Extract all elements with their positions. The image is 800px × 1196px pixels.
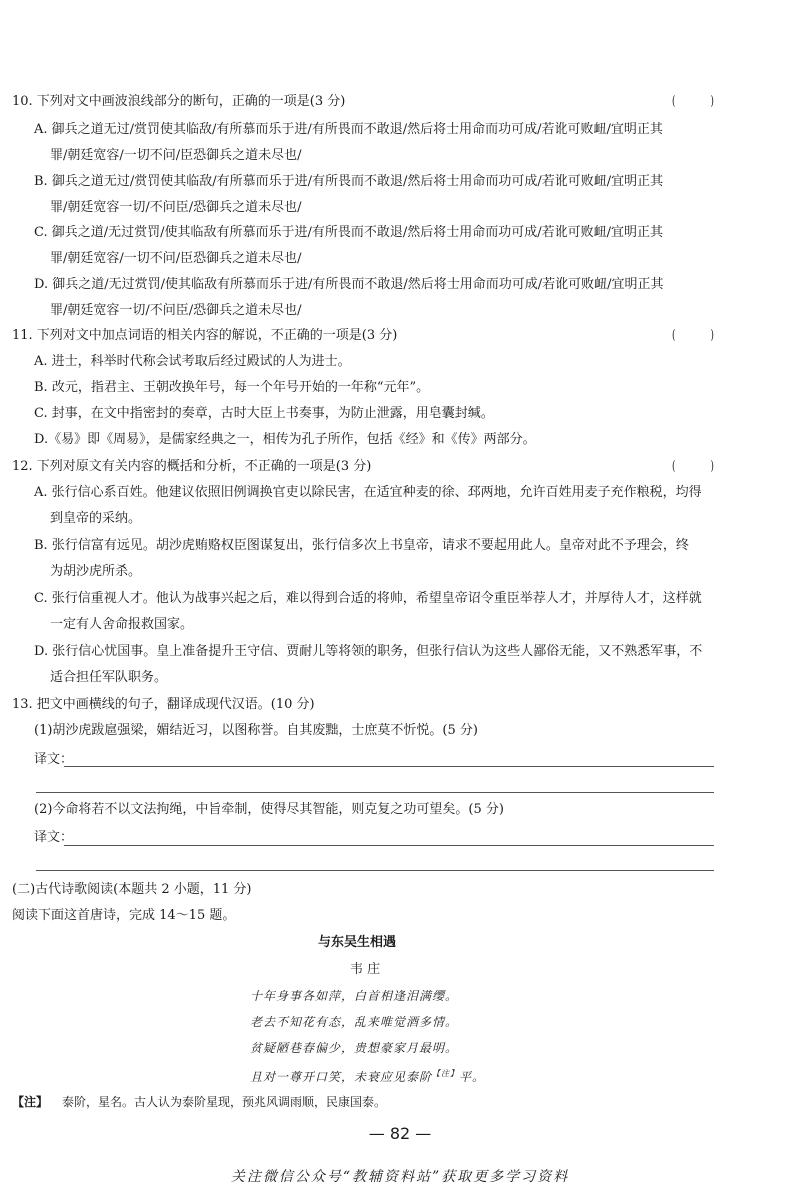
q11-stem: 11. 下列对文中加点词语的相关内容的解说，不正确的一项是(3 分) bbox=[12, 328, 398, 343]
q11-answer-paren: ( ) bbox=[672, 328, 730, 343]
q12-option-b-line2: 为胡沙虎所杀。 bbox=[50, 564, 142, 579]
poem-line-4 bbox=[250, 1066, 485, 1085]
q11-option-d: D.《易》即《周易》，是儒家经典之一，相传为孔子所作，包括《经》和《传》两部分。 bbox=[34, 432, 536, 447]
q11-option-a: A. 进士，科举时代称会试考取后经过殿试的人为进士。 bbox=[34, 354, 351, 369]
q10-option-d-line2: 罪/朝廷宽容一切/不问臣/恐御兵之道未尽也/ bbox=[50, 303, 302, 318]
q13-stem: 13. 把文中画横线的句子，翻译成现代汉语。(10 分) bbox=[12, 697, 315, 712]
poem-note bbox=[12, 1094, 386, 1110]
q12-option-c-line1: C. 张行信重视人才。他认为战事兴起之后，难以得到合适的将帅，希望皇帝诏令重臣举荐人才，并厚待人才，这样就 bbox=[34, 591, 702, 606]
q13-answer-line-1a[interactable] bbox=[64, 766, 714, 767]
q12-option-b-line1: B. 张行信富有远见。胡沙虎贿赂权臣图谋复出，张行信多次上书皇帝，请求不要起用此人。皇帝对此不予理会，终 bbox=[34, 538, 689, 553]
q13-answer-line-2b[interactable] bbox=[36, 870, 714, 871]
q13-item-1: (1)胡沙虎跋扈强梁，媚结近习，以图称誉。自其废黜，士庶莫不忻悦。(5 分) bbox=[34, 723, 478, 738]
note-label: 【注】 bbox=[12, 1095, 49, 1109]
poem-title: 与东吴生相遇 bbox=[318, 935, 397, 950]
q13-answer-line-2a[interactable] bbox=[64, 845, 714, 846]
poem-line-4-text: 且对一尊开口笑，未衰应见泰阶 bbox=[250, 1070, 433, 1084]
poem-note-mark: 【注】 bbox=[432, 1069, 460, 1078]
q12-option-c-line2: 一定有人舍命报救国家。 bbox=[50, 617, 194, 632]
q12-option-d-line1: D. 张行信心忧国事。皇上准备提升王守信、贾耐儿等将领的职务，但张行信认为这些人鄙俗无能，又不熟悉军事，不 bbox=[34, 644, 703, 659]
q10-option-d-line1: D. 御兵之道/无过赏罚/使其临敌有所慕而乐于进/有所畏而不敢退/然后将士用命而功可成/若讹可败衄/宜明正其 bbox=[34, 277, 664, 292]
note-text: 泰阶，星名。古人认为泰阶星现，预兆风调雨顺，民康国泰。 bbox=[62, 1095, 387, 1109]
q10-option-b-line1: B. 御兵之道无过/赏罚使其临敌/有所慕而乐于进/有所畏而不敢退/然后将士用命而功可成/若讹可败衄/宜明正其 bbox=[34, 174, 664, 189]
q10-option-c-line2: 罪/朝廷宽容/一切不问/臣恐御兵之道未尽也/ bbox=[50, 251, 302, 266]
q13-item-2: (2)今命将若不以文法拘绳，中旨牵制，使得尽其智能，则克复之功可望矣。(5 分) bbox=[34, 802, 504, 817]
q10-answer-paren: ( ) bbox=[672, 94, 730, 109]
q13-translation-label-1: 译文： bbox=[34, 752, 74, 767]
section2-instruction: 阅读下面这首唐诗，完成 14～15 题。 bbox=[12, 908, 236, 923]
q12-answer-paren: ( ) bbox=[672, 459, 730, 474]
poem-line-1: 十年身事各如萍，白首相逢泪满缨。 bbox=[250, 989, 459, 1003]
poem-line-3: 贫疑陋巷春偏少，贵想豪家月最明。 bbox=[250, 1041, 459, 1055]
q12-option-a-line2: 到皇帝的采纳。 bbox=[50, 511, 142, 526]
q13-answer-line-1b[interactable] bbox=[36, 792, 714, 793]
q13-translation-label-2: 译文： bbox=[34, 830, 74, 845]
q12-stem: 12. 下列对原文有关内容的概括和分析，不正确的一项是(3 分) bbox=[12, 459, 372, 474]
q10-option-c-line1: C. 御兵之道/无过赏罚/使其临敌有所慕而乐于进/有所畏而不敢退/然后将士用命而功可成/若讹可败衄/宜明正其 bbox=[34, 225, 664, 240]
q10-option-a-line1: A. 御兵之道无过/赏罚使其临敌/有所慕而乐于进/有所畏而不敢退/然后将士用命而功可成/若讹可败衄/宜明正其 bbox=[34, 122, 663, 137]
q12-option-d-line2: 适合担任军队职务。 bbox=[50, 670, 168, 685]
q10-option-b-line2: 罪/朝廷宽容一切/不问臣/恐御兵之道未尽也/ bbox=[50, 200, 302, 215]
q10-stem: 10. 下列对文中画波浪线部分的断句，正确的一项是(3 分) bbox=[12, 94, 346, 109]
section2-heading: (二)古代诗歌阅读(本题共 2 小题，11 分) bbox=[12, 882, 252, 897]
poem-author: 韦 庄 bbox=[350, 962, 381, 977]
q12-option-a-line1: A. 张行信心系百姓。他建议依照旧例调换官吏以除民害，在适宜种麦的徐、邳两地，允许百姓用麦子充作粮税，均得 bbox=[34, 485, 702, 500]
q10-option-a-line2: 罪/朝廷宽容/一切不问/臣恐御兵之道未尽也/ bbox=[50, 148, 302, 163]
poem-line-2: 老去不知花有态，乱来唯觉酒多情。 bbox=[250, 1015, 459, 1029]
page-number: — 82 — bbox=[368, 1124, 432, 1143]
poem-line-4-tail: 平。 bbox=[459, 1070, 486, 1084]
q11-option-b: B. 改元，指君主、王朝改换年号，每一个年号开始的一年称“元年”。 bbox=[34, 380, 430, 395]
footer-watermark: 关注微信公众号“教辅资料站”获取更多学习资料 bbox=[230, 1169, 570, 1185]
q11-option-c: C. 封事，在文中指密封的奏章，古时大臣上书奏事，为防止泄露，用皂囊封缄。 bbox=[34, 406, 494, 421]
